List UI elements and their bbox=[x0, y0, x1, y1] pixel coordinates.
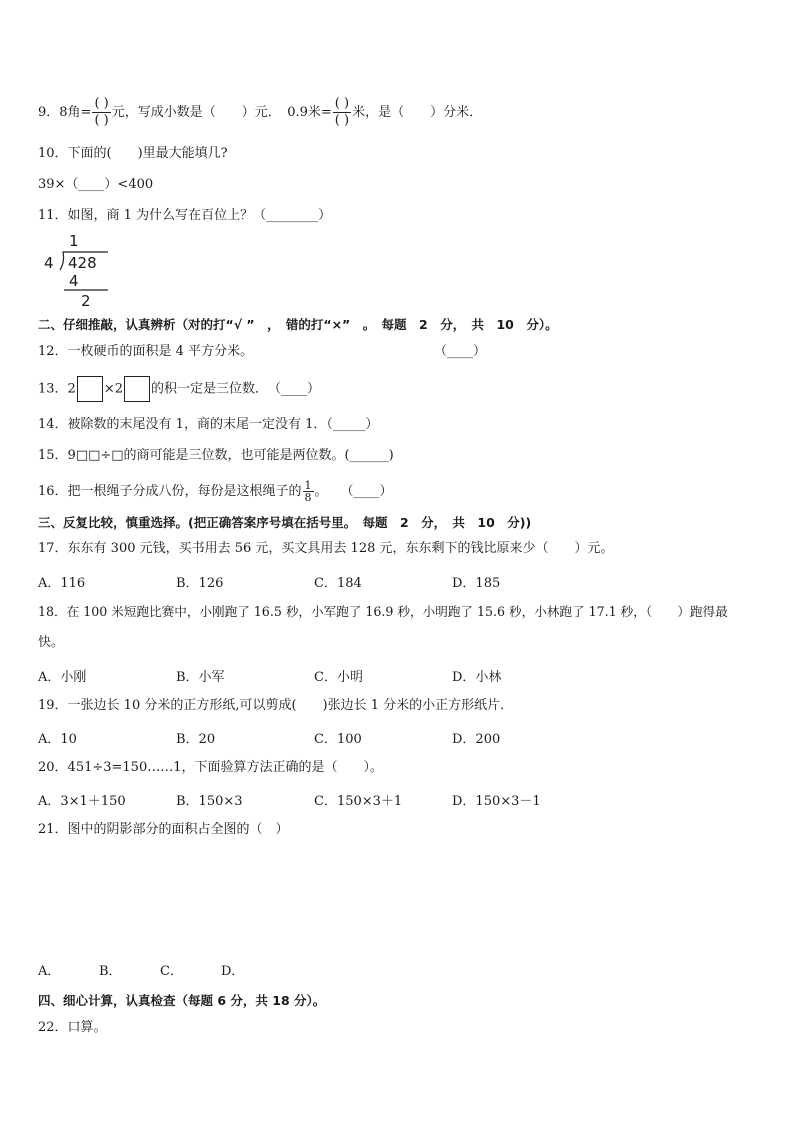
q17-option-a: A．116 bbox=[38, 576, 86, 591]
q17-option-c: C．184 bbox=[314, 576, 362, 591]
q18-option-a: A．小刚 bbox=[38, 670, 87, 685]
q9-text-b: 元，写成小数是（ ）元． 0.9米= bbox=[111, 105, 332, 120]
q20-option-a: A．3×1＋150 bbox=[38, 794, 126, 809]
question-11: 11．如图，商 1 为什么写在百位上？（________） bbox=[38, 208, 332, 223]
section-3-heading: 三、反复比较，慎重选择。(把正确答案序号填在括号里。 每题 2 分， 共 10 分)) bbox=[38, 515, 532, 530]
q21-option-c: C． bbox=[160, 964, 183, 979]
question-19: 19．一张边长 10 分米的正方形纸,可以剪成( )张边长 1 分米的小正方形纸片． bbox=[38, 698, 514, 713]
q17-option-b: B．126 bbox=[176, 576, 224, 591]
q18-option-c: C．小明 bbox=[314, 670, 363, 685]
question-15: 15．9□□÷□的商可能是三位数，也可能是两位数。(______) bbox=[38, 448, 394, 463]
q21-option-b: B． bbox=[99, 964, 122, 979]
section-2-heading: 二、仔细推敲，认真辨析（对的打“√ ” ， 错的打“×” 。 每题 2 分， 共 10 分）。 bbox=[38, 317, 558, 332]
fraction-blank: $\frac{( )}{( )}$ bbox=[334, 96, 350, 128]
question-13: 13．2 ×2 的积一定是三位数． （____） bbox=[38, 376, 320, 403]
long-division-figure bbox=[38, 230, 118, 314]
question-10-expression: 39×（____）<400 bbox=[38, 177, 154, 192]
q20-option-d: D．150×3－1 bbox=[452, 794, 541, 809]
division-quotient: 1 bbox=[69, 232, 79, 250]
fraction-one-eighth: $\frac{1}{8}$ bbox=[304, 479, 312, 504]
question-21: 21．图中的阴影部分的面积占全图的（ ） bbox=[38, 822, 289, 837]
question-14: 14．被除数的末尾没有 1，商的末尾一定没有 1．（_____） bbox=[38, 417, 379, 432]
question-22: 22．口算。 bbox=[38, 1020, 107, 1035]
q19-option-b: B．20 bbox=[176, 732, 216, 747]
question-10: 10．下面的( )里最大能填几? bbox=[38, 146, 228, 161]
division-subtract: 4 bbox=[69, 272, 79, 290]
digit-box bbox=[77, 376, 103, 402]
q21-option-d: D． bbox=[221, 964, 245, 979]
question-18-cont: 快。 bbox=[38, 635, 65, 650]
q9-text-c: 米，是（ ）分米． bbox=[352, 105, 483, 120]
q19-option-c: C．100 bbox=[314, 732, 362, 747]
question-12-answer: （____） bbox=[434, 344, 487, 359]
division-divisor: 4 bbox=[44, 254, 54, 272]
question-17: 17．东东有 300 元钱，买书用去 56 元，买文具用去 128 元，东东剩下的钱比原来少（ ）元。 bbox=[38, 541, 614, 556]
q20-option-c: C．150×3＋1 bbox=[314, 794, 403, 809]
digit-box bbox=[124, 376, 150, 402]
fraction-blank: $\frac{( )}{( )}$ bbox=[94, 96, 109, 128]
q21-option-a: A． bbox=[38, 964, 61, 979]
q18-option-d: D．小林 bbox=[452, 670, 502, 685]
section-4-heading: 四、细心计算，认真检查（每题 6 分，共 18 分）。 bbox=[38, 993, 326, 1008]
question-12: 12．一枚硬币的面积是 4 平方分米。 bbox=[38, 344, 254, 359]
q19-option-a: A．10 bbox=[38, 732, 77, 747]
question-9 bbox=[38, 96, 482, 129]
question-16: 16．把一根绳子分成八份，每份是这根绳子的 $\frac{1}{8}$ 。 （____） bbox=[38, 479, 393, 504]
question-18: 18．在 100 米短跑比赛中，小刚跑了 16.5 秒，小军跑了 16.9 秒，小明跑了 15.6 秒，小林跑了 17.1 秒，（ ）跑得最 bbox=[38, 604, 728, 619]
q9-text-a: 9．8角= bbox=[38, 105, 92, 120]
division-remainder: 2 bbox=[81, 292, 91, 310]
question-20: 20．451÷3=150……1，下面验算方法正确的是（ ）。 bbox=[38, 760, 383, 775]
q20-option-b: B．150×3 bbox=[176, 794, 243, 809]
q19-option-d: D．200 bbox=[452, 732, 501, 747]
q17-option-d: D．185 bbox=[452, 576, 501, 591]
q18-option-b: B．小军 bbox=[176, 670, 225, 685]
division-dividend: 428 bbox=[68, 254, 97, 272]
